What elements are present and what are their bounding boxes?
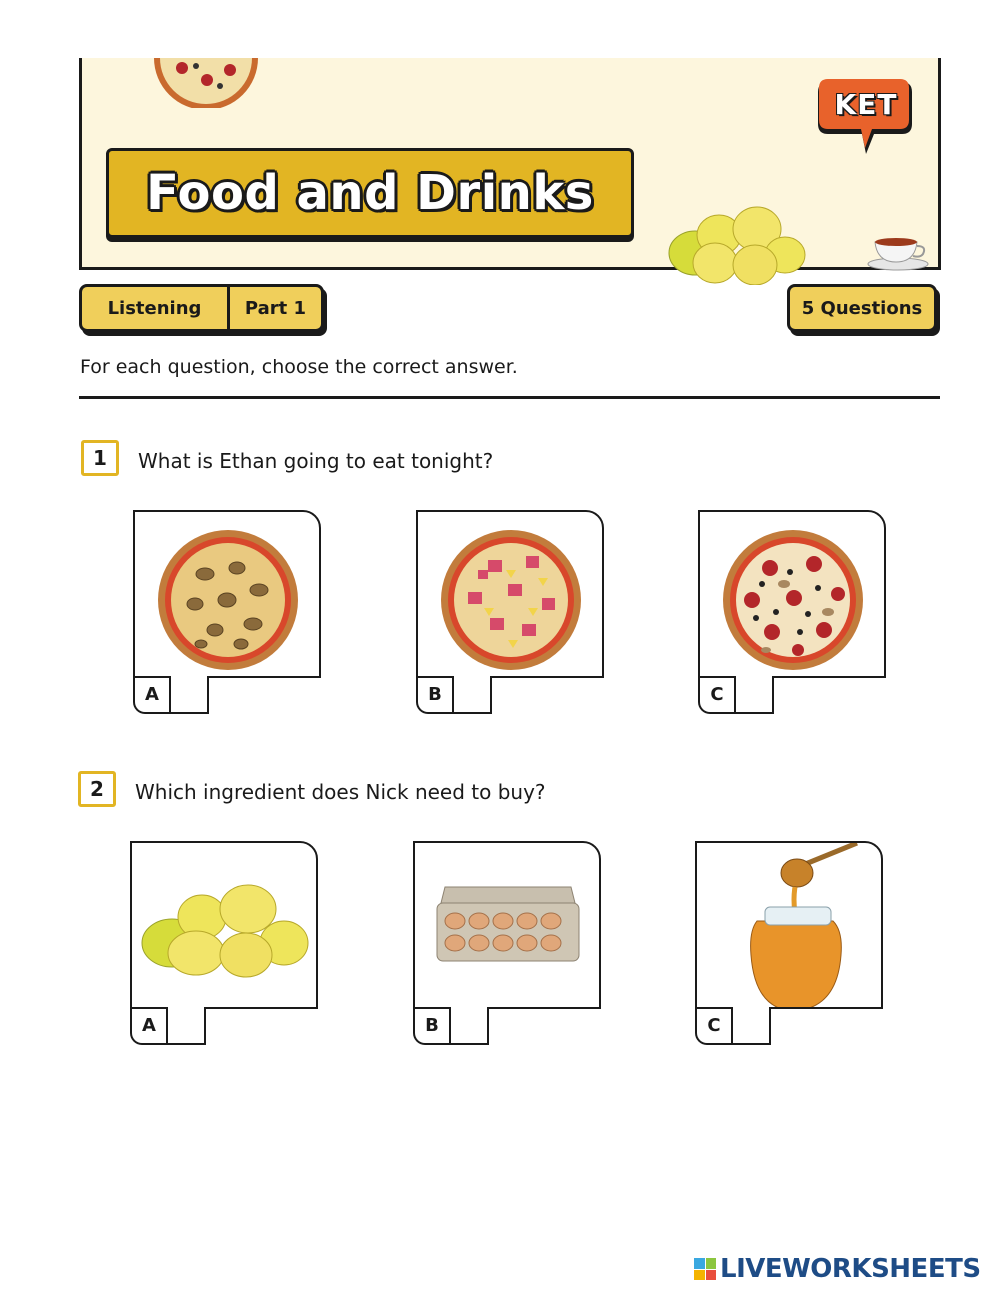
mushroom-pizza-icon <box>135 512 321 678</box>
ket-badge <box>816 76 916 158</box>
question-text: What is Ethan going to eat tonight? <box>138 449 494 473</box>
pepperoni-pizza-icon <box>700 512 886 678</box>
answer-option <box>130 841 318 1047</box>
answer-option <box>695 841 883 1047</box>
option-image-frame <box>698 510 886 678</box>
option-label: A <box>130 1007 168 1045</box>
answer-checkbox[interactable] <box>734 676 774 714</box>
option-image-frame <box>695 841 883 1009</box>
liveworksheets-mark-icon <box>694 1258 716 1280</box>
questions-count-tag: 5 Questions <box>787 284 937 332</box>
answer-checkbox[interactable] <box>731 1007 771 1045</box>
question-number: 1 <box>81 440 119 476</box>
option-label: C <box>698 676 736 714</box>
ket-badge-label: KET <box>834 88 898 121</box>
page-title-text: Food and Drinks <box>146 165 594 221</box>
pizza-decoration-icon <box>152 58 262 108</box>
section-tag-group <box>79 284 324 332</box>
option-label: C <box>695 1007 733 1045</box>
answer-option <box>413 841 601 1047</box>
lemons-icon <box>132 843 318 1009</box>
answer-checkbox[interactable] <box>449 1007 489 1045</box>
lemons-decoration-icon <box>667 205 817 285</box>
divider <box>79 396 940 399</box>
option-image-frame <box>413 841 601 1009</box>
question-number: 2 <box>78 771 116 807</box>
answer-checkbox[interactable] <box>166 1007 206 1045</box>
answer-checkbox[interactable] <box>452 676 492 714</box>
tea-cup-icon <box>865 232 935 272</box>
option-label: A <box>133 676 171 714</box>
ham-pineapple-pizza-icon <box>418 512 604 678</box>
option-label: B <box>416 676 454 714</box>
honey-jar-icon <box>697 843 883 1009</box>
option-label: B <box>413 1007 451 1045</box>
option-image-frame <box>130 841 318 1009</box>
skill-tag: Listening <box>82 287 230 329</box>
answer-option <box>416 510 604 716</box>
option-image-frame <box>133 510 321 678</box>
page-title <box>106 148 634 238</box>
option-image-frame <box>416 510 604 678</box>
question-text: Which ingredient does Nick need to buy? <box>135 780 546 804</box>
liveworksheets-logo[interactable] <box>694 1254 981 1284</box>
answer-option <box>698 510 886 716</box>
answer-checkbox[interactable] <box>169 676 209 714</box>
instructions-text: For each question, choose the correct answer. <box>80 356 518 378</box>
eggs-carton-icon <box>415 843 601 1009</box>
brand-name: LIVEWORKSHEETS <box>720 1254 981 1284</box>
answer-option <box>133 510 321 716</box>
part-tag: Part 1 <box>244 297 307 319</box>
